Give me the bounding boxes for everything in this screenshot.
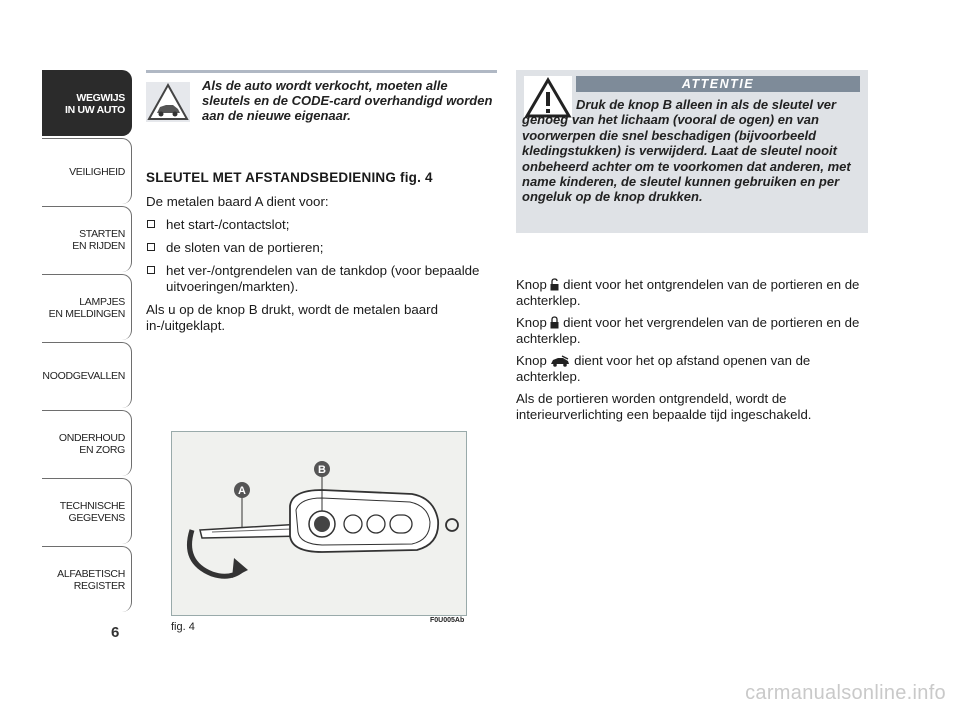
unlock-button [344, 515, 362, 533]
tab-veiligheid[interactable] [42, 138, 132, 204]
desc-text: dient voor het op afstand openen van de achterklep. [516, 353, 811, 384]
label-a: A [238, 485, 246, 497]
tab-starten[interactable] [42, 206, 132, 272]
heading-fig-ref: fig. 4 [400, 170, 433, 185]
section-outro: Als u op de knop B drukt, wordt de metalen baard in-/uitgeklapt. [146, 302, 438, 333]
attention-box [516, 70, 868, 233]
tab-label: STARTEN EN RIJDEN [72, 227, 125, 252]
page-number: 6 [111, 624, 120, 641]
section-heading [146, 170, 496, 186]
tab-label: ONDERHOUD EN ZORG [58, 431, 125, 456]
bullet-list [146, 217, 496, 295]
desc-prefix: Knop [516, 277, 547, 292]
list-item: de sloten van de portieren; [146, 240, 496, 256]
desc-unlock [516, 277, 861, 309]
key-illustration [172, 432, 466, 615]
tab-label: WEGWIJS IN UW AUTO [65, 91, 125, 116]
tailgate-icon [550, 355, 570, 367]
desc-prefix: Knop [516, 353, 547, 368]
desc-interior-light: Als de portieren worden ontgrendeld, wordt de interieurverlichting een bepaalde tijd ingeschakeld. [516, 391, 812, 422]
desc-text: dient voor het ontgrendelen van de portieren en de achterklep. [516, 277, 860, 308]
tailgate-button [390, 515, 412, 533]
tab-technische[interactable] [42, 478, 132, 544]
list-item: het ver-/ontgrendelen van de tankdop (voor bepaalde uitvoeringen/markten). [146, 263, 496, 295]
button-descriptions [516, 277, 861, 429]
unlock-icon [550, 278, 559, 291]
tab-label: VEILIGHEID [69, 165, 125, 178]
car-warning-icon [146, 82, 190, 122]
tab-label: ALFABETISCH REGISTER [57, 567, 125, 592]
attention-title: ATTENTIE [576, 76, 860, 92]
watermark: carmanualsonline.info [745, 682, 946, 704]
top-rule [146, 70, 497, 73]
heading-text: SLEUTEL MET AFSTANDSBEDIENING [146, 170, 397, 185]
tab-label: LAMPJES EN MELDINGEN [48, 295, 125, 320]
note-box [146, 76, 496, 126]
tab-noodgevallen[interactable] [42, 342, 132, 408]
label-b: B [318, 464, 326, 476]
desc-tailgate [516, 353, 861, 385]
tab-wegwijs[interactable] [42, 70, 132, 136]
figure-caption: fig. 4 [171, 621, 195, 633]
figure-code: F0U005Ab [430, 617, 465, 624]
desc-prefix: Knop [516, 315, 547, 330]
tab-label: TECHNISCHE GEGEVENS [59, 499, 125, 524]
desc-text: dient voor het vergrendelen van de portieren en de achterklep. [516, 315, 860, 346]
note-text: Als de auto wordt verkocht, moeten alle sleutels en de CODE-card overhandigd worden aan de nieuwe eigenaar. [202, 78, 493, 123]
desc-lock [516, 315, 861, 347]
tab-onderhoud[interactable] [42, 410, 132, 476]
tab-lampjes[interactable] [42, 274, 132, 340]
attention-text: Druk de knop B alleen in als de sleutel ver genoeg van het lichaam (vooral de ogen) en van voorwerpen die snel beschadigen (bijvoorbeeld kledingstukken) is verwijderd. Laat de sleutel nooit onbeheerd achter om te voorkomen dat anderen, met name kinderen, de sleutel kunnen gebruiken en per ongeluk op de knop drukken. [522, 97, 851, 205]
lock-icon [550, 316, 559, 329]
tab-alfabetisch[interactable] [42, 546, 132, 612]
lock-button [367, 515, 385, 533]
tab-label: NOODGEVALLEN [42, 369, 125, 382]
key-figure [171, 431, 467, 616]
section-intro: De metalen baard A dient voor: [146, 194, 329, 209]
key-section [146, 170, 496, 341]
list-item: het start-/contactslot; [146, 217, 496, 233]
